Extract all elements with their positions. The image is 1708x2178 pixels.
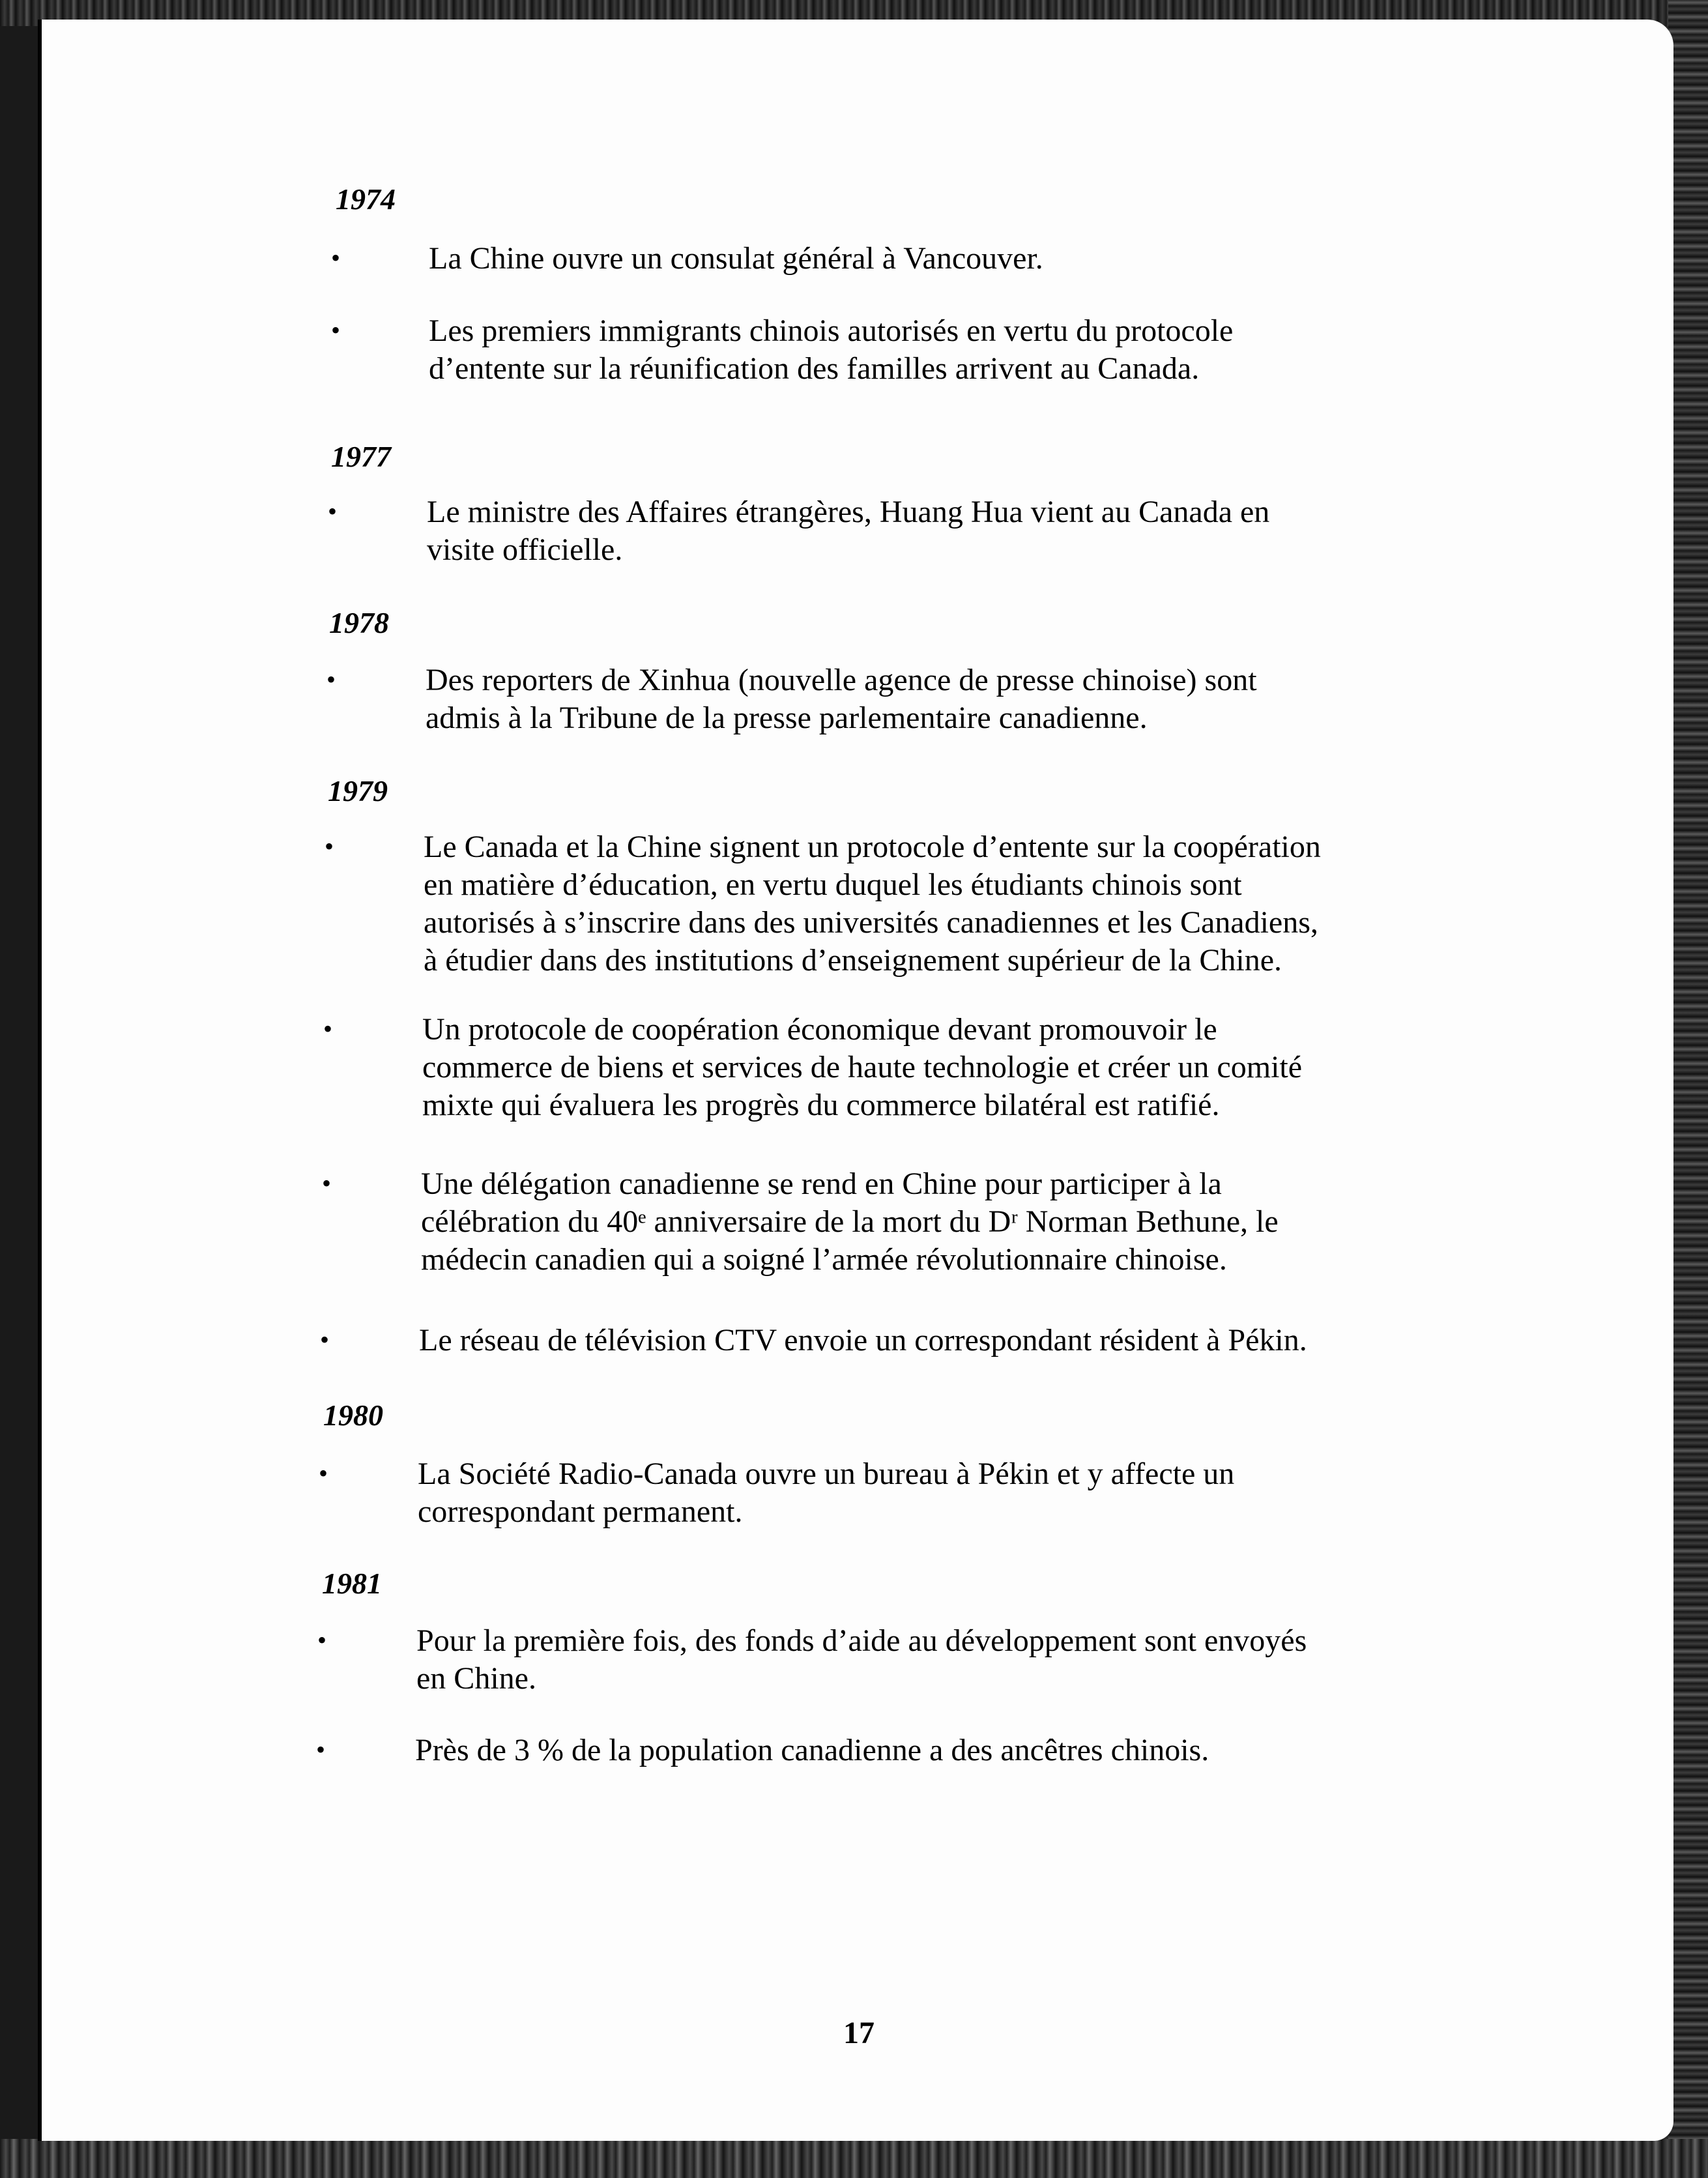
bullet-icon: •	[328, 497, 338, 526]
document-page	[38, 20, 1673, 2141]
year-heading: 1978	[329, 606, 389, 639]
item-line: célébration du 40ᵉ anniversaire de la mort du Dʳ Norman Bethune, le	[421, 1204, 1279, 1239]
item-line: Un protocole de coopération économique devant promouvoir le	[422, 1012, 1217, 1047]
bullet-icon: •	[320, 1325, 330, 1354]
item-line: correspondant permanent.	[418, 1494, 743, 1529]
bullet-icon: •	[325, 832, 334, 861]
page-number: 17	[843, 2016, 875, 2050]
year-heading: 1974	[336, 182, 396, 216]
item-line: Le Canada et la Chine signent un protocole d’entente sur la coopération	[424, 830, 1321, 864]
item-line: Les premiers immigrants chinois autorisés en vertu du protocole	[429, 313, 1234, 348]
year-heading: 1977	[331, 440, 391, 473]
item-line: en matière d’éducation, en vertu duquel les étudiants chinois sont	[424, 867, 1242, 902]
page-content	[38, 20, 1673, 2141]
list-item	[429, 240, 1043, 278]
list-item	[416, 1622, 1307, 1698]
year-heading: 1979	[328, 774, 388, 807]
list-item	[418, 1455, 1234, 1531]
scan-border-bottom	[0, 2139, 1708, 2178]
item-line: médecin canadien qui a soigné l’armée révolutionnaire chinoise.	[421, 1242, 1227, 1277]
item-line: Près de 3 % de la population canadienne a des ancêtres chinois.	[415, 1733, 1209, 1767]
scan-border-right	[1668, 0, 1708, 2178]
item-line: La Société Radio-Canada ouvre un bureau à Pékin et y affecte un	[418, 1457, 1235, 1491]
list-item	[426, 661, 1257, 737]
list-item	[421, 1165, 1279, 1279]
item-line: Une délégation canadienne se rend en Chine pour participer à la	[421, 1167, 1222, 1201]
list-item	[415, 1732, 1209, 1769]
bullet-icon: •	[319, 1459, 328, 1488]
year-heading: 1980	[323, 1399, 383, 1432]
bullet-icon: •	[326, 665, 336, 694]
item-line: admis à la Tribune de la presse parlementaire canadienne.	[426, 701, 1148, 735]
bullet-icon: •	[317, 1625, 327, 1655]
item-line: Pour la première fois, des fonds d’aide au développement sont envoyés	[416, 1623, 1307, 1658]
scan-border-left	[0, 0, 39, 2178]
list-item	[424, 828, 1321, 980]
list-item	[427, 493, 1269, 569]
item-line: à étudier dans des institutions d’enseignement supérieur de la Chine.	[424, 943, 1282, 978]
list-item	[429, 312, 1233, 388]
item-line: commerce de biens et services de haute technologie et créer un comité	[422, 1050, 1303, 1084]
item-line: en Chine.	[416, 1661, 536, 1696]
item-line: visite officielle.	[427, 532, 623, 567]
item-line: d’entente sur la réunification des familles arrivent au Canada.	[429, 351, 1200, 386]
list-item	[422, 1011, 1302, 1124]
bullet-icon: •	[316, 1735, 326, 1764]
item-line: autorisés à s’inscrire dans des universités canadiennes et les Canadiens,	[424, 905, 1318, 940]
item-line: Des reporters de Xinhua (nouvelle agence de presse chinoise) sont	[426, 663, 1257, 697]
bullet-icon: •	[331, 243, 341, 272]
item-line: Le ministre des Affaires étrangères, Huang Hua vient au Canada en	[427, 495, 1270, 529]
bullet-icon: •	[331, 315, 341, 345]
year-heading: 1981	[322, 1567, 382, 1600]
item-line: La Chine ouvre un consulat général à Vancouver.	[429, 241, 1043, 276]
list-item	[419, 1322, 1307, 1359]
bullet-icon: •	[322, 1169, 332, 1198]
bullet-icon: •	[323, 1014, 333, 1043]
item-line: mixte qui évaluera les progrès du commerce bilatéral est ratifié.	[422, 1088, 1220, 1122]
item-line: Le réseau de télévision CTV envoie un correspondant résident à Pékin.	[419, 1323, 1307, 1358]
